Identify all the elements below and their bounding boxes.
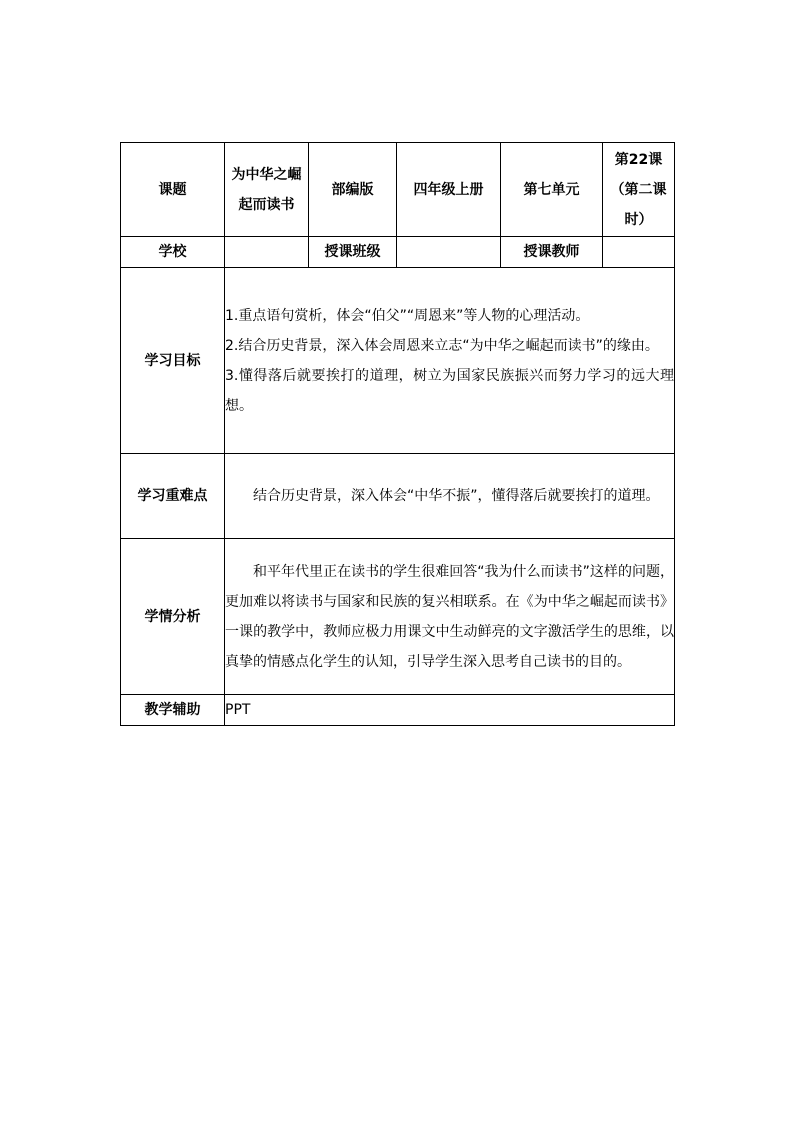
aids-row [121,695,675,726]
analysis-text: 和平年代里正在读书的学生很难回答“我为什么而读书”这样的问题，更加难以将读书与国家和民族的复兴相联系。在《为中华之崛起而读书》一课的教学中，教师应极力用课文中生动鲜亮的文字激活学生的思维，以真挚的情感点化学生的认知，引导学生深入思考自己读书的目的。 [225,563,674,670]
grade: 四年级上册 [397,143,501,237]
lesson-plan-table [120,142,675,726]
header-row [121,143,675,237]
teacher-label: 授课教师 [501,237,603,268]
school-row [121,237,675,268]
key-points-content [225,454,675,539]
aids-label: 教学辅助 [121,695,225,726]
analysis-label: 学情分析 [121,539,225,695]
objectives-label: 学习目标 [121,268,225,454]
school-label: 学校 [121,237,225,268]
analysis-content [225,539,675,695]
objective-item: 3.懂得落后就要挨打的道理，树立为国家民族振兴而努力学习的远大理想。 [225,367,674,414]
school-value [225,237,309,268]
objective-item: 2.结合历史背景，深入体会周恩来立志“为中华之崛起而读书”的缘由。 [225,337,659,354]
aids-value: PPT [225,695,675,726]
objective-item: 1.重点语句赏析，体会“伯父”“周恩来”等人物的心理活动。 [225,307,590,324]
key-points-text: 结合历史背景，深入体会“中华不振”，懂得落后就要挨打的道理。 [253,488,660,504]
topic-value: 为中华之崛起而读书 [225,143,309,237]
key-points-label: 学习重难点 [121,454,225,539]
objectives-row [121,268,675,454]
lesson-number: 第22课（第二课时） [603,143,675,237]
teacher-value [603,237,675,268]
objectives-content [225,268,675,454]
key-points-row [121,454,675,539]
edition: 部编版 [309,143,397,237]
topic-label: 课题 [121,143,225,237]
class-value [397,237,501,268]
analysis-row [121,539,675,695]
class-label: 授课班级 [309,237,397,268]
unit: 第七单元 [501,143,603,237]
